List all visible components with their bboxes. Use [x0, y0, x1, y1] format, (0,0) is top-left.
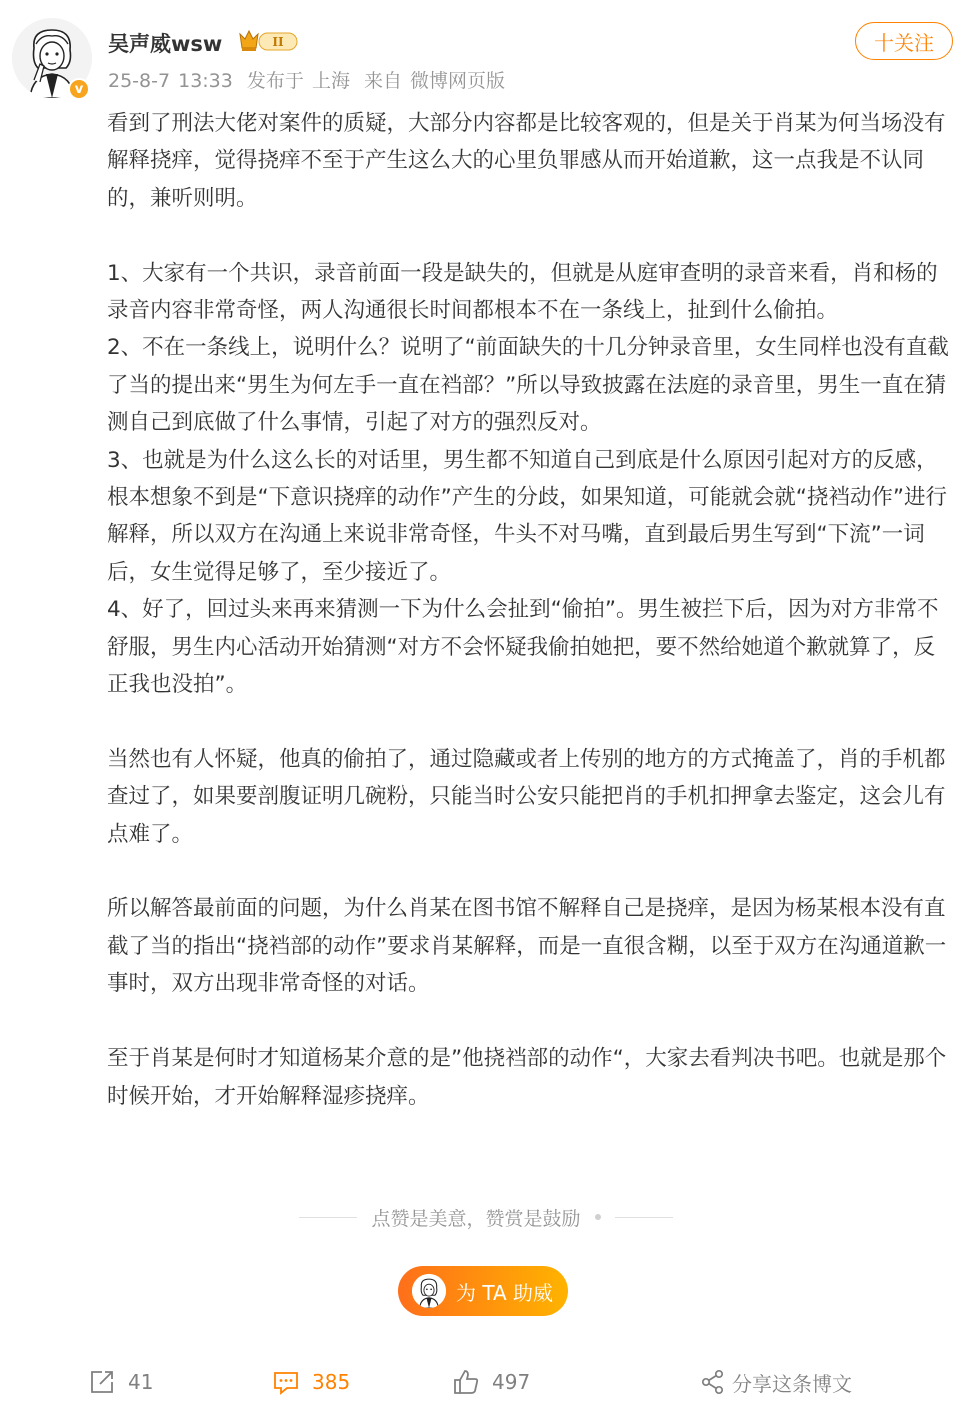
post-paragraph: 看到了刑法大佬对案件的质疑，大部分内容都是比较客观的，但是关于肖某为何当场没有解释挠痒，觉得挠痒不至于产生这么大的心里负罪感从而开始道歉，这一点我是不认同的，兼听则明。	[107, 111, 946, 211]
follow-button[interactable]: 十关注	[855, 22, 953, 60]
repost-count: 41	[128, 1370, 154, 1394]
repost-button[interactable]	[88, 1358, 153, 1406]
share-button[interactable]	[700, 1358, 852, 1406]
divider-line	[299, 1217, 357, 1218]
action-bar	[0, 1358, 971, 1406]
cheer-button[interactable]	[398, 1266, 568, 1316]
appreciate-text: 点赞是美意，赞赏是鼓励	[371, 1207, 581, 1230]
post-time[interactable]: 25-8-7 13:33	[108, 70, 233, 92]
divider-line	[615, 1217, 673, 1218]
post-meta	[108, 66, 511, 93]
post-source: 来自 微博网页版	[364, 70, 506, 92]
post-paragraph: 4、好了，回过头来再来猜测一下为什么会扯到“偷拍”。男生被拦下后，因为对方非常不舒服，男生内心活动开始猜测“对方不会怀疑我偷拍她把，要不然给她道个歉就算了，反正我也没拍”。	[107, 597, 939, 698]
level-badge-icon[interactable]	[237, 28, 299, 54]
comment-icon	[272, 1368, 300, 1396]
repost-icon	[88, 1368, 116, 1396]
share-label: 分享这条博文	[732, 1371, 852, 1396]
cheer-button-label: 为 TA 助威	[456, 1280, 554, 1305]
post-body	[107, 105, 953, 1115]
paragraph-gap	[107, 217, 953, 254]
like-button[interactable]	[452, 1358, 530, 1406]
mini-avatar-illustration	[412, 1274, 446, 1308]
paragraph-gap	[107, 1003, 953, 1040]
post-paragraph: 至于肖某是何时才知道杨某介意的是”他挠裆部的动作“，大家去看判决书吧。也就是那个时候开始，才开始解释湿疹挠痒。	[107, 1046, 947, 1109]
like-count: 497	[492, 1370, 531, 1394]
level-badge-text: II	[272, 35, 284, 49]
comment-button[interactable]	[272, 1358, 350, 1406]
post-paragraph: 当然也有人怀疑，他真的偷拍了，通过隐藏或者上传别的地方的方式掩盖了，肖的手机都查过了，如果要剖腹证明几碗粉，只能当时公安只能把肖的手机扣押拿去鉴定，这会儿有点难了。	[107, 746, 946, 847]
post-paragraph: 所以解答最前面的问题，为什么肖某在图书馆不解释自己是挠痒，是因为杨某根本没有直截了当的指出“挠裆部的动作”要求肖某解释，而是一直很含糊，以至于双方在沟通道歉一事时，双方出现非常奇怪的对话。	[107, 896, 947, 997]
post-location: 发布于 上海	[246, 70, 350, 92]
thumbs-up-icon	[452, 1368, 480, 1396]
paragraph-gap	[107, 853, 953, 890]
appreciate-divider	[296, 1200, 676, 1234]
verified-badge-icon: v	[68, 78, 90, 100]
post-paragraph: 3、也就是为什么这么长的对话里，男生都不知道自己到底是什么原因引起对方的反感，根本想象不到是“下意识挠痒的动作”产生的分歧，如果知道，可能就会就“挠裆动作”进行解释，所以双方在沟通上来说非常奇怪，牛头不对马嘴，直到最后男生写到“下流”一词后，女生觉得足够了，至少接近了。	[107, 447, 948, 585]
cheer-avatar	[412, 1274, 446, 1308]
post-paragraph: 1、大家有一个共识，录音前面一段是缺失的，但就是从庭审查明的录音来看，肖和杨的录音内容非常奇怪，两人沟通很长时间都根本不在一条线上，扯到什么偷拍。	[107, 260, 938, 324]
divider-dot	[595, 1214, 601, 1220]
share-icon	[700, 1369, 726, 1395]
post-paragraph: 2、不在一条线上，说明什么？说明了“前面缺失的十几分钟录音里，女生同样也没有直截了当的提出来“男生为何左手一直在裆部？”所以导致披露在法庭的录音里，男生一直在猜测自己到底做了什么事情，引起了对方的强烈反对。	[107, 335, 949, 436]
paragraph-gap	[107, 703, 953, 740]
author-name[interactable]: 吴声威wsw	[108, 32, 223, 56]
comment-count: 385	[312, 1370, 351, 1394]
